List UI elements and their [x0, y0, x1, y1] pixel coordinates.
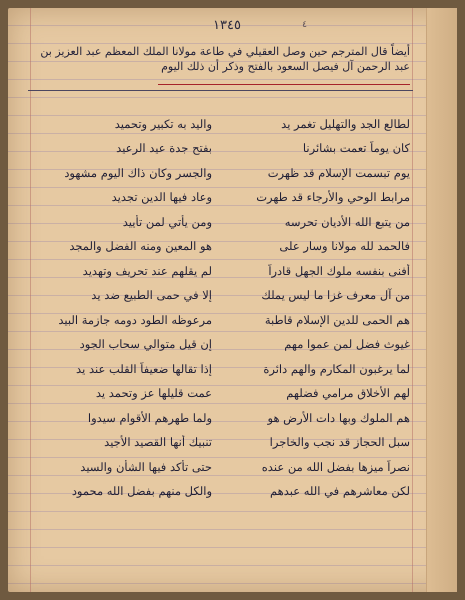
verse-line [34, 278, 410, 303]
verse-second-half: ومن يأتي لمن تأييد [122, 214, 212, 229]
verse-first-half: لما يرغبون المكارم والهم دائرة [263, 361, 410, 376]
verse-first-half: من آل معرف غزا ما ليس يملك [261, 288, 410, 302]
verse-second-half: مرعوظه الطود دومه جازمة البيد [58, 312, 212, 327]
verse-second-half: عمت قليلها عز وتحمد يد [95, 386, 212, 400]
verse-line [34, 131, 410, 156]
verse-first-half: يوم تبسمت الإسلام قد ظهرت [267, 165, 410, 180]
verse-line [34, 302, 410, 327]
margin-line-left [30, 8, 31, 592]
verse-second-half: إن قيل متوالي سحاب الجود [79, 337, 212, 351]
verse-line [34, 327, 410, 352]
verse-line [34, 425, 410, 450]
verse-first-half: هم الحمى للدين الإسلام قاطبة [264, 312, 410, 327]
verse-first-half: لطالع الجد والتهليل تغمر يد [281, 116, 410, 131]
verse-second-half: والجسر وكان ذاك اليوم مشهود [64, 165, 212, 180]
page-number: ١٣٤٥ [213, 18, 241, 33]
verse-second-half: والكل منهم بفضل الله محمود [71, 484, 212, 498]
verse-second-half: بفتح جدة عيد الرعيد [116, 141, 212, 155]
poem-heading: أيضاً قال المترجم حين وصل العقيلي في طاعة مولانا الملك المعظم عبد العزيز بن عبد الرحمن آل فيصل السعود بالفتح وذكر أن ذلك اليوم [40, 45, 410, 73]
verse-first-half: فالحمد لله مولانا وسار على [279, 239, 410, 253]
manuscript-page [8, 8, 457, 592]
verse-line [34, 449, 410, 474]
verse-first-half: نصراً ميزها بفضل الله من عنده [261, 459, 410, 474]
verse-second-half: تنبيك أنها القصيد الأجيد [104, 435, 212, 449]
verse-line [34, 400, 410, 425]
verse-second-half: ولما طهرهم الأقوام سيدوا [87, 410, 212, 425]
verse-second-half: إذا تقالها ضعيفاً القلب عند يد [76, 361, 212, 376]
verse-first-half: لكن معاشرهم في الله عبدهم [270, 484, 410, 498]
verse-line [34, 204, 410, 229]
verse-first-half: كان يوماً تعمت بشائرنا [302, 141, 410, 155]
verse-second-half: إلا في حمى الطبيع ضد يد [91, 288, 212, 302]
verse-first-half: مرابط الوحي والأرجاء قد طهرت [256, 190, 410, 204]
verse-first-half: أفنى بنفسه ملوك الجهل قادراً [268, 263, 410, 278]
verse-second-half: هو المعين ومنه الفضل والمجد [69, 239, 212, 253]
verse-first-half: سبل الحجاز قد نجب والخاجرا [269, 435, 410, 449]
verse-first-half: هم الملوك وبها دات الأرض هو [267, 410, 410, 425]
margin-line-right [412, 8, 413, 592]
heading-rule [28, 90, 413, 91]
verse-line [34, 106, 410, 131]
page-edge [426, 8, 457, 592]
verse-second-half: وعاد فيها الدين تجديد [111, 190, 212, 204]
verse-first-half: من يتبع الله الأديان تحرسه [284, 214, 410, 229]
verse-line [34, 253, 410, 278]
verse-line [34, 229, 410, 254]
poem-body [34, 106, 410, 498]
verse-line [34, 155, 410, 180]
verse-line [34, 180, 410, 205]
verse-line [34, 376, 410, 401]
verse-first-half: غيوث فضل لمن عموا مهم [284, 337, 410, 351]
red-underline [158, 84, 410, 85]
verse-second-half: لم يقلهم عند تحريف وتهديد [82, 263, 212, 278]
verse-second-half: واليد به تكبير وتحميد [114, 116, 212, 131]
verse-line [34, 351, 410, 376]
verse-line [34, 474, 410, 499]
corner-mark: ٤ [302, 20, 307, 30]
verse-second-half: حتى تأكد فيها الشأن والسيد [80, 459, 212, 474]
verse-first-half: لهم الأخلاق مرامي فضلهم [286, 386, 410, 400]
